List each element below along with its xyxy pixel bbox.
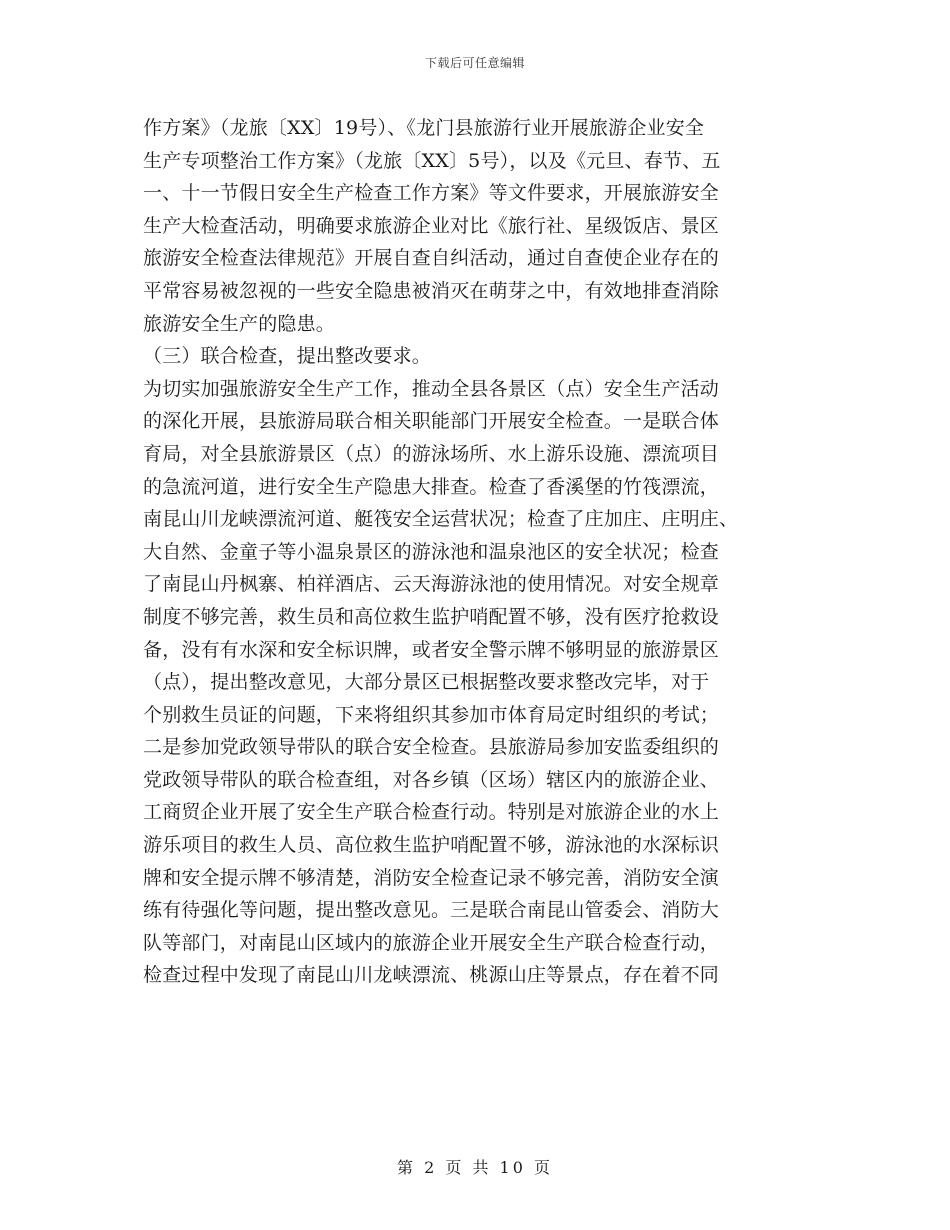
text-line: 旅游安全检查法律规范》开展自查自纠活动，通过自查使企业存在的 <box>143 247 720 270</box>
text-line: 生产大检查活动，明确要求旅游企业对比《旅行社、星级饭店、景区 <box>143 214 720 237</box>
text-line: 旅游安全生产的隐患。 <box>143 312 336 335</box>
text-line: 工商贸企业开展了安全生产联合检查行动。特别是对旅游企业的水上 <box>143 801 720 824</box>
text-line: 备，没有有水深和安全标识牌，或者安全警示牌不够明显的旅游景区 <box>143 638 720 661</box>
text-line: 牌和安全提示牌不够清楚，消防安全检查记录不够完善，消防安全演 <box>143 866 720 889</box>
text-line: （点），提出整改意见，大部分景区已根据整改要求整改完毕，对于 <box>143 671 710 694</box>
text-line: 育局，对全县旅游景区（点）的游泳场所、水上游乐设施、漂流项目 <box>143 442 720 465</box>
text-line: 制度不够完善，救生员和高位救生监护哨配置不够，没有医疗抢救设 <box>143 605 720 628</box>
text-line: 检查过程中发现了南昆山川龙峡漂流、桃源山庄等景点，存在着不同 <box>143 964 720 987</box>
text-line: 作方案》（龙旅〔XX〕19号）、《龙门县旅游行业开展旅游企业安全 <box>143 117 705 139</box>
text-line: 大自然、金童子等小温泉景区的游泳池和温泉池区的安全状况；检查 <box>143 540 720 563</box>
text-line: 党政领导带队的联合检查组，对各乡镇（区场）辖区内的旅游企业、 <box>143 768 720 791</box>
text-line: 练有待强化等问题，提出整改意见。三是联合南昆山管委会、消防大 <box>143 899 720 922</box>
text-line: 南昆山川龙峡漂流河道、艇筏安全运营状况；检查了庄加庄、庄明庄、 <box>143 508 739 531</box>
page-header: 下载后可任意编辑 <box>424 56 525 70</box>
text-line: 平常容易被忽视的一些安全隐患被消灭在萌芽之中，有效地排查消除 <box>143 279 720 302</box>
text-line: 个别救生员证的问题，下来将组织其参加市体育局定时组织的考试； <box>143 703 720 726</box>
text-line: 生产专项整治工作方案》（龙旅〔XX〕5号），以及《元旦、春节、五 <box>143 149 721 172</box>
section-heading: （三）联合检查，提出整改要求。 <box>143 345 432 368</box>
text-line: 了南昆山丹枫寨、柏祥酒店、云天海游泳池的使用情况。对安全规章 <box>143 573 720 596</box>
text-line: 为切实加强旅游安全生产工作，推动全县各景区（点）安全生产活动 <box>143 377 720 400</box>
text-line: 二是参加党政领导带队的联合安全检查。县旅游局参加安监委组织的 <box>143 736 720 759</box>
document-body <box>143 112 813 992</box>
text-line: 游乐项目的救生人员、高位救生监护哨配置不够，游泳池的水深标识 <box>143 834 720 857</box>
text-line: 的深化开展，县旅游局联合相关职能部门开展安全检查。一是联合体 <box>143 410 720 433</box>
text-line: 队等部门，对南昆山区域内的旅游企业开展安全生产联合检查行动， <box>143 931 720 954</box>
page-footer: 第 2 页 共 10 页 <box>397 1158 553 1177</box>
text-line: 的急流河道，进行安全生产隐患大排查。检查了香溪堡的竹筏漂流， <box>143 475 720 498</box>
text-line: 一、十一节假日安全生产检查工作方案》等文件要求，开展旅游安全 <box>143 182 720 205</box>
